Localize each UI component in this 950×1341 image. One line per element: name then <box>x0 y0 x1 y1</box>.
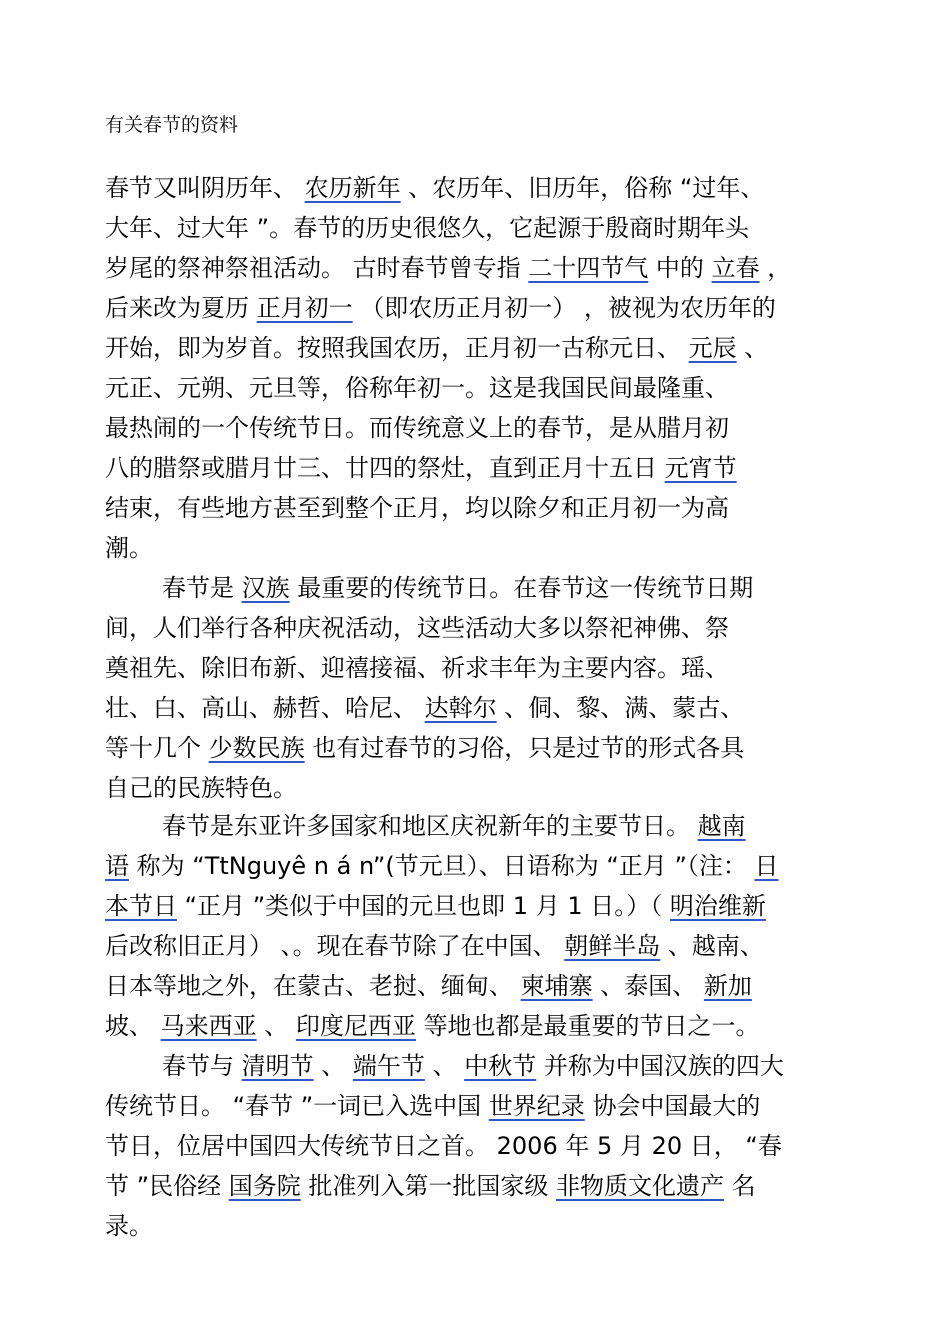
text-run: 传统节日。 <box>105 1092 225 1120</box>
text-run: 后改称旧正月） <box>105 932 273 960</box>
text-run: ”。春节的历史很悠久，它起源于殷商时期年头 <box>256 214 750 242</box>
text-run: 、 <box>321 1052 346 1080</box>
wiki-link[interactable]: 端午节 <box>352 1052 425 1080</box>
text-line <box>105 890 766 922</box>
document-title: 有关春节的资料 <box>105 114 239 136</box>
text-line <box>105 1090 760 1122</box>
text-line <box>105 970 752 1002</box>
text-run: 录。 <box>105 1212 153 1240</box>
text-line <box>105 652 729 684</box>
text-line <box>105 332 768 364</box>
wiki-link[interactable]: 二十四节气 <box>528 254 649 282</box>
text-line <box>105 532 153 564</box>
text-run: 古时春节曾专指 <box>352 254 521 282</box>
text-run: 春节与 <box>162 1052 234 1080</box>
text-run: 中的 <box>655 254 704 282</box>
text-line <box>105 692 744 724</box>
text-run: 坡、 <box>105 1012 153 1040</box>
text-line <box>105 492 729 524</box>
text-run: 大年、过大年 <box>105 214 249 242</box>
text-run: 等十几个 <box>105 734 201 762</box>
text-run: “正月 <box>184 892 246 920</box>
text-run: 壮、白、高山、赫哲、哈尼、 <box>105 694 417 722</box>
wiki-link[interactable]: 马来西亚 <box>160 1012 257 1040</box>
text-run: 、越南、 <box>667 932 764 960</box>
text-run: 、 <box>432 1052 457 1080</box>
text-line <box>105 772 297 804</box>
wiki-link[interactable]: 柬埔寨 <box>520 972 593 1000</box>
text-line <box>105 930 764 962</box>
text-run: 潮。 <box>105 534 153 562</box>
text-line <box>162 810 746 842</box>
text-run: 协会中国最大的 <box>592 1092 761 1120</box>
wiki-link[interactable]: 农历新年 <box>304 174 401 202</box>
text-run: 、农历年、旧历年，俗称 <box>408 174 673 202</box>
text-run: 月 <box>619 1132 644 1160</box>
wiki-link[interactable]: 印度尼西亚 <box>295 1012 416 1040</box>
text-run: ， <box>767 254 792 282</box>
text-line <box>105 732 744 764</box>
text-run: 称为 <box>136 852 185 880</box>
text-run: 自己的民族特色。 <box>105 774 297 802</box>
text-run: 、泰国、 <box>600 972 697 1000</box>
text-line <box>105 1170 756 1202</box>
text-run: ”一词已入选中国 <box>300 1092 482 1120</box>
text-line <box>105 1210 153 1242</box>
text-run: 1 <box>567 892 583 920</box>
wiki-link[interactable]: 清明节 <box>241 1052 314 1080</box>
text-line <box>105 1010 760 1042</box>
text-run: “春节 <box>232 1092 294 1120</box>
text-run: 后来改为夏历 <box>105 294 249 322</box>
text-run: ”民俗经 <box>136 1172 222 1200</box>
text-run: 八的腊祭或腊月廿三、廿四的祭灶，直到正月十五日 <box>105 454 657 482</box>
text-run: n <box>313 852 330 880</box>
text-run: （即农历正月初一） <box>360 294 577 322</box>
text-line <box>105 292 776 324</box>
text-run: 批准列入第一批国家级 <box>308 1172 549 1200</box>
text-line <box>105 172 764 204</box>
wiki-link[interactable]: 越南 <box>697 812 746 840</box>
text-run: 春节是 <box>162 574 234 602</box>
text-run: ，被视为农历年的 <box>583 294 776 322</box>
wiki-link[interactable]: 正月初一 <box>256 294 353 322</box>
text-run: 月 <box>535 892 560 920</box>
text-line <box>105 412 729 444</box>
text-run: 2006 <box>496 1132 558 1160</box>
wiki-link[interactable]: 朝鲜半岛 <box>564 932 661 960</box>
text-run: 、 <box>744 334 769 362</box>
text-run: “过年、 <box>679 174 765 202</box>
text-run: ”（注： <box>674 852 747 880</box>
text-run: ”类似于中国的元旦也即 <box>252 892 506 920</box>
text-run: 元正、元朔、元旦等，俗称年初一。这是我国民间最隆重、 <box>105 374 729 402</box>
text-run: 春节又叫阴历年、 <box>105 174 297 202</box>
text-run: 岁尾的祭神祭祖活动。 <box>105 254 345 282</box>
text-run: 、 <box>264 1012 289 1040</box>
text-run: 也有过春节的习俗，只是过节的形式各具 <box>312 734 745 762</box>
wiki-link[interactable]: 元辰 <box>688 334 737 362</box>
text-run: 20 <box>651 1132 683 1160</box>
text-line <box>105 252 791 284</box>
text-run: “TtNguyê <box>192 852 307 880</box>
text-run: 春节是东亚许多国家和地区庆祝新年的主要节日。 <box>162 812 690 840</box>
wiki-link[interactable]: 国务院 <box>228 1172 301 1200</box>
text-run: 1 <box>512 892 529 920</box>
wiki-link[interactable]: 汉族 <box>241 574 290 602</box>
text-line <box>162 1050 784 1082</box>
text-run: “正月 <box>606 852 667 880</box>
text-run: 等地也都是最重要的节日之一。 <box>423 1012 760 1040</box>
wiki-link[interactable]: 中秋节 <box>464 1052 537 1080</box>
text-run: 奠祖先、除旧布新、迎禧接福、祈求丰年为主要内容。瑶、 <box>105 654 729 682</box>
text-run: 日， <box>689 1132 738 1160</box>
text-run: 日本等地之外，在蒙古、老挝、缅甸、 <box>105 972 513 1000</box>
text-line <box>105 1130 782 1162</box>
text-run: 、侗、黎、满、蒙古、 <box>504 694 745 722</box>
text-run: 年 <box>565 1132 590 1160</box>
text-run: 最热闹的一个传统节日。而传统意义上的春节，是从腊月初 <box>105 414 729 442</box>
wiki-link[interactable]: 本节日 <box>105 892 177 920</box>
text-line <box>105 850 779 882</box>
text-run: 最重要的传统节日。在春节这一传统节日期 <box>297 574 754 602</box>
text-run: 节日，位居中国四大传统节日之首。 <box>105 1132 489 1160</box>
text-line <box>105 612 729 644</box>
text-run: 间，人们举行各种庆祝活动，这些活动大多以祭祀神佛、祭 <box>105 614 729 642</box>
text-run: “春 <box>745 1132 782 1160</box>
text-run: 开始，即为岁首。按照我国农历，正月初一古称元日、 <box>105 334 681 362</box>
text-run: 5 <box>597 1132 613 1160</box>
wiki-link[interactable]: 语 <box>105 852 129 880</box>
wiki-link[interactable]: 新加 <box>703 972 752 1000</box>
text-line <box>162 572 753 604</box>
text-run: á <box>336 852 352 880</box>
wiki-link[interactable]: 元宵节 <box>664 454 737 482</box>
wiki-link[interactable]: 明治维新 <box>669 892 766 920</box>
text-line <box>105 212 749 244</box>
wiki-link[interactable]: 达斡尔 <box>424 694 497 722</box>
text-run: 结束，有些地方甚至到整个正月，均以除夕和正月初一为高 <box>105 494 729 522</box>
text-line <box>105 452 737 484</box>
text-line <box>105 372 729 404</box>
text-run: 并称为中国汉族的四大 <box>543 1052 784 1080</box>
wiki-link[interactable]: 少数民族 <box>208 734 305 762</box>
text-run: 日。）（ <box>590 892 663 920</box>
wiki-link[interactable]: 立春 <box>711 254 760 282</box>
text-run: 节 <box>105 1172 129 1200</box>
wiki-link[interactable]: 非物质文化遗产 <box>556 1172 724 1200</box>
wiki-link[interactable]: 日 <box>754 852 779 880</box>
wiki-link[interactable]: 世界纪录 <box>488 1092 585 1120</box>
text-run: 、。现在春节除了在中国、 <box>280 932 557 960</box>
text-run: 名 <box>731 1172 756 1200</box>
text-run: n”(节元旦）、日语称为 <box>359 852 599 880</box>
